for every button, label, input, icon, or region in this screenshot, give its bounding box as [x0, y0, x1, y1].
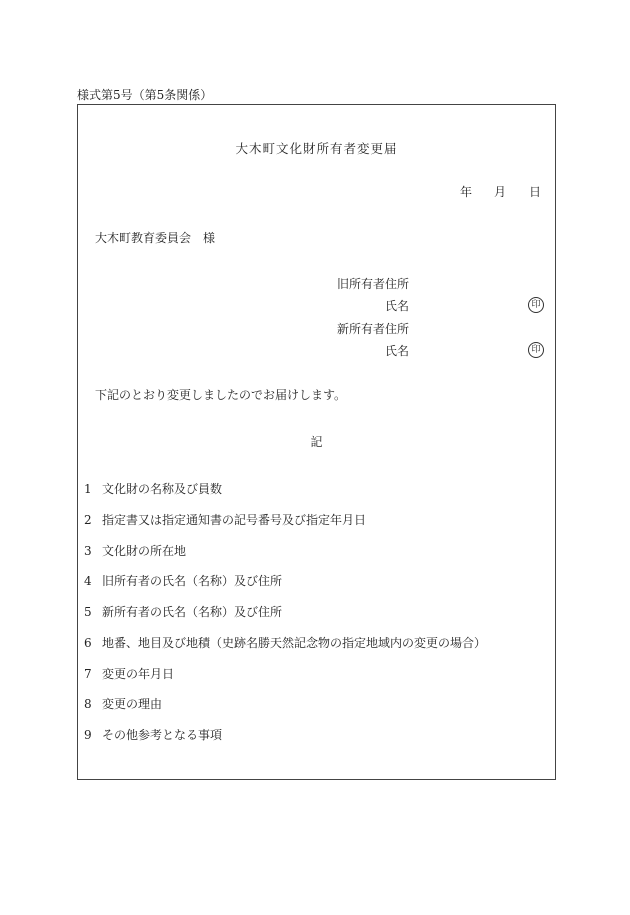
seal-icon-new-owner: 印	[528, 342, 544, 358]
item-text: 文化財の名称及び員数	[102, 482, 223, 496]
date-day: 日	[529, 185, 542, 199]
list-item	[84, 726, 222, 743]
old-owner-address-label: 旧所有者住所	[336, 277, 409, 291]
form-frame	[77, 104, 556, 780]
item-text: 旧所有者の氏名（名称）及び住所	[102, 574, 283, 588]
new-owner-name-label: 氏名	[384, 344, 409, 358]
list-item	[84, 511, 366, 528]
seal-icon-old-owner: 印	[528, 297, 544, 313]
list-item	[84, 542, 186, 559]
item-number: 7	[84, 667, 92, 681]
list-item	[84, 480, 222, 497]
item-text: 文化財の所在地	[102, 544, 187, 558]
form-number-label: 様式第5号（第5条関係）	[77, 88, 213, 102]
item-text: その他参考となる事項	[102, 728, 223, 742]
date-year: 年	[460, 185, 473, 199]
list-item	[84, 634, 486, 651]
new-owner-address-label: 新所有者住所	[336, 322, 409, 336]
item-text: 新所有者の氏名（名称）及び住所	[102, 605, 283, 619]
item-number: 8	[84, 697, 92, 711]
list-item	[84, 603, 282, 620]
old-owner-name-label: 氏名	[384, 299, 409, 313]
item-text: 地番、地目及び地積（史跡名勝天然記念物の指定地域内の変更の場合）	[102, 636, 487, 650]
item-number: 2	[84, 513, 92, 527]
statement: 下記のとおり変更しましたのでお届けします。	[95, 388, 347, 402]
item-number: 1	[84, 482, 92, 496]
date-month: 月	[494, 185, 507, 199]
ki-heading: 記	[310, 435, 323, 449]
item-number: 5	[84, 605, 92, 619]
item-number: 4	[84, 574, 92, 588]
addressee: 大木町教育委員会 様	[95, 231, 216, 245]
form-title: 大木町文化財所有者変更届	[235, 141, 398, 156]
item-text: 指定書又は指定通知書の記号番号及び指定年月日	[102, 513, 367, 527]
item-number: 3	[84, 544, 92, 558]
list-item	[84, 695, 162, 712]
list-item	[84, 665, 174, 682]
list-item	[84, 572, 282, 589]
item-number: 9	[84, 728, 92, 742]
item-text: 変更の理由	[102, 697, 163, 711]
item-text: 変更の年月日	[102, 667, 175, 681]
item-number: 6	[84, 636, 92, 650]
